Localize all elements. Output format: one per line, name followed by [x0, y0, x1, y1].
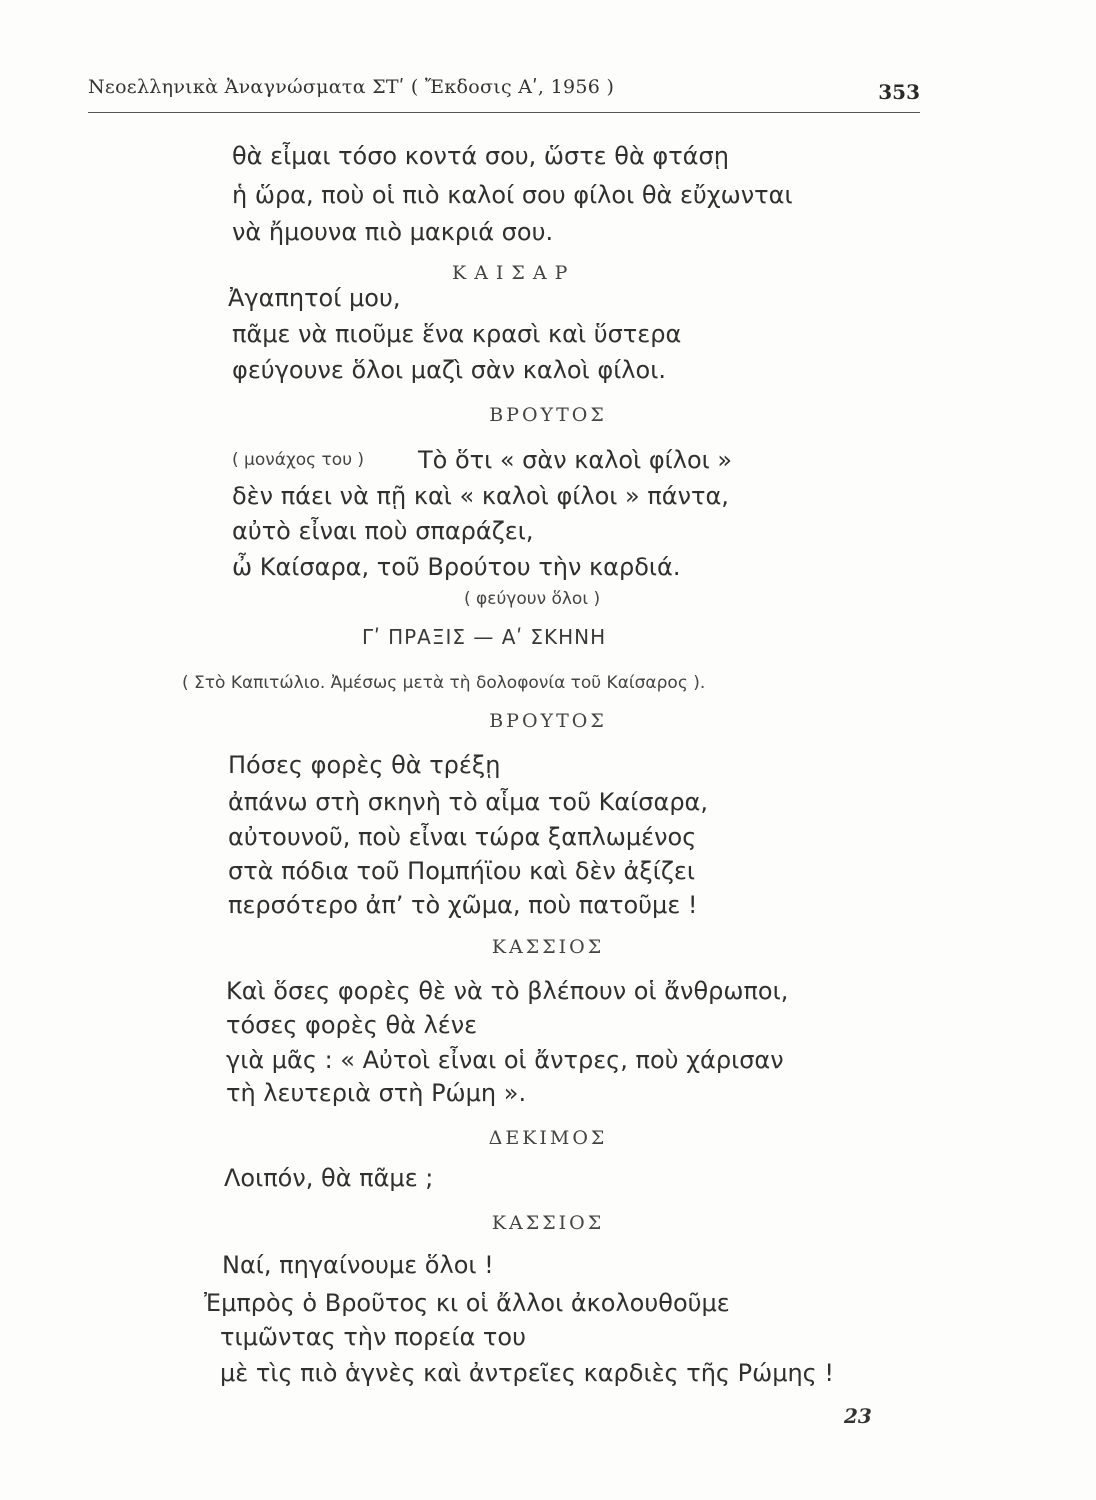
verse-line: αὐτουνοῦ, ποὺ εἶναι τώρα ξαπλωμένος	[228, 823, 697, 851]
act-heading: Γʹ ΠΡΑΞΙΣ — Αʹ ΣΚΗΝΗ	[362, 625, 607, 649]
speaker-name: ΚΑΣΣΙΟΣ	[491, 1212, 605, 1234]
verse-line: δὲν πάει νὰ πῇ καὶ « καλοὶ φίλοι » πάντα,	[232, 482, 729, 510]
verse-line: Ἐμπρὸς ὁ Βροῦτος κι οἱ ἄλλοι ἀκολουθοῦμε	[204, 1289, 730, 1317]
verse-line: πᾶμε νὰ πιοῦμε ἕνα κρασὶ καὶ ὕστερα	[232, 320, 682, 348]
page-number: 353	[878, 80, 920, 104]
verse-line: Λοιπόν, θὰ πᾶμε ;	[224, 1164, 434, 1192]
stage-direction: ( μονάχος του )	[232, 450, 365, 470]
speaker-name: ΚΑΙΣΑΡ	[452, 262, 576, 284]
stage-direction: ( φεύγουν ὅλοι )	[464, 589, 601, 609]
running-head: Νεοελληνικὰ Ἀναγνώσματα ΣΤʹ ( Ἔκδοσις Αʹ, 1956 )	[88, 76, 615, 98]
page-header	[88, 74, 920, 113]
verse-line: φεύγουνε ὅλοι μαζὶ σὰν καλοὶ φίλοι.	[232, 356, 666, 384]
verse-line: περσότερο ἀπ’ τὸ χῶμα, ποὺ πατοῦμε !	[228, 891, 698, 919]
verse-line: Πόσες φορὲς θὰ τρέξῃ	[228, 751, 501, 779]
speaker-name: ΔΕΚΙΜΟΣ	[488, 1127, 608, 1149]
signature-number: 23	[844, 1404, 872, 1428]
speaker-name: ΚΑΣΣΙΟΣ	[491, 936, 605, 958]
verse-line: Ναί, πηγαίνουμε ὅλοι !	[222, 1251, 494, 1279]
verse-line: Ἀγαπητοί μου,	[228, 284, 401, 312]
speaker-name: ΒΡΟΥΤΟΣ	[489, 404, 607, 426]
scene-setting: ( Στὸ Καπιτώλιο. Ἀμέσως μετὰ τὴ δολοφονία τοῦ Καίσαρος ).	[182, 673, 706, 693]
verse-line: γιὰ μᾶς : « Αὐτοὶ εἶναι οἱ ἄντρες, ποὺ χάρισαν	[226, 1046, 784, 1074]
verse-line: τιμῶντας τὴν πορεία του	[220, 1323, 526, 1351]
verse-line: τὴ λευτεριὰ στὴ Ρώμη ».	[226, 1079, 527, 1107]
verse-line: ἡ ὥρα, ποὺ οἱ πιὸ καλοί σου φίλοι θὰ εὔχωνται	[232, 181, 793, 209]
speaker-name: ΒΡΟΥΤΟΣ	[489, 710, 607, 732]
verse-line: μὲ τὶς πιὸ ἁγνὲς καὶ ἀντρεῖες καρδιὲς τῆς Ρώμης !	[220, 1359, 835, 1387]
verse-line: Καὶ ὅσες φορὲς θὲ νὰ τὸ βλέπουν οἱ ἄνθρωποι,	[226, 977, 789, 1005]
verse-line: αὐτὸ εἶναι ποὺ σπαράζει,	[232, 517, 534, 545]
verse-line: Τὸ ὅτι « σὰν καλοὶ φίλοι »	[418, 446, 733, 474]
verse-line: ὦ Καίσαρα, τοῦ Βρούτου τὴν καρδιά.	[232, 553, 681, 581]
verse-line: τόσες φορὲς θὰ λένε	[226, 1011, 478, 1039]
verse-line: ἀπάνω στὴ σκηνὴ τὸ αἷμα τοῦ Καίσαρα,	[228, 788, 708, 816]
verse-line: στὰ πόδια τοῦ Πομπήϊου καὶ δὲν ἀξίζει	[228, 857, 696, 885]
verse-line: θὰ εἶμαι τόσο κοντά σου, ὥστε θὰ φτάσῃ	[232, 142, 729, 170]
verse-line: νὰ ἤμουνα πιὸ μακριά σου.	[232, 218, 554, 246]
